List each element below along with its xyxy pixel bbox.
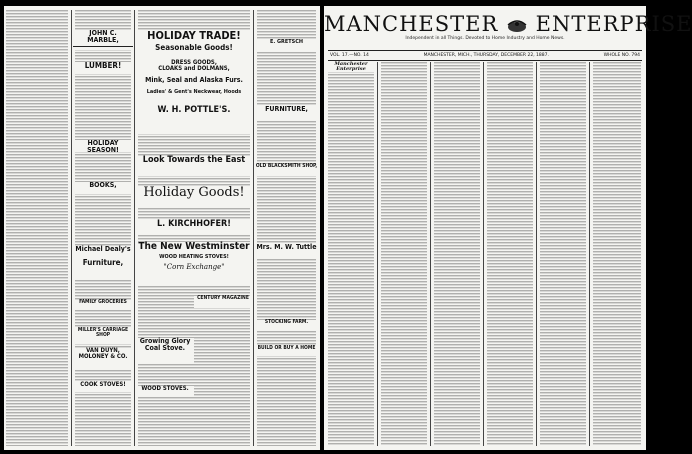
right-page-column-5 <box>538 62 588 446</box>
masthead-tagline: Independent in all Things. Devoted to Home Industry and Home News. <box>405 36 565 41</box>
right-page-column-3 <box>432 62 482 446</box>
westminster-ad: The New Westminster WOOD HEATING STOVES! "Corn Exchange" <box>136 242 252 286</box>
masthead-title-right: ENTERPRISE <box>535 12 692 36</box>
place-date: MANCHESTER, MICH., THURSDAY, DECEMBER 22, 1887. <box>423 53 549 58</box>
growing-glory-ad: Growing Glory Coal Stove. <box>136 338 194 364</box>
masthead-title-left: MANCHESTER <box>324 12 499 36</box>
carriage-shop-ad: MILLER'S CARRIAGE SHOP <box>73 328 133 344</box>
blacksmith-ad: OLD BLACKSMITH SHOP, <box>255 164 318 176</box>
left-page-column-1 <box>4 10 70 446</box>
right-page-column-6 <box>591 62 643 446</box>
look-towards-east-ad: Look Towards the East <box>136 156 252 176</box>
left-page-column-2 <box>73 10 133 446</box>
holiday-goods-ad: Holiday Goods! <box>136 186 252 208</box>
lumber-ad: LUMBER! <box>73 62 133 74</box>
books-ad: BOOKS, <box>73 182 133 194</box>
left-page-column-4 <box>255 10 318 446</box>
holiday-season-ad: HOLIDAY SEASON! <box>73 140 133 152</box>
dealy-ad: Michael Dealy's Furniture, <box>73 246 133 280</box>
century-ad: CENTURY MAGAZINE <box>194 296 252 308</box>
family-groceries-ad: FAMILY GROCERIES <box>73 300 133 310</box>
van-duyn-ad: VAN DUYN, MOLONEY & CO. <box>73 348 133 370</box>
volume-number: VOL. 17.—NO. 14 <box>330 53 369 58</box>
right-newspaper-page <box>324 6 692 450</box>
right-page-column-4 <box>485 62 535 446</box>
left-newspaper-page <box>4 6 320 450</box>
kirchhofer-ad: L. KIRCHHOFER! <box>136 220 252 234</box>
right-page-column-1 <box>326 62 376 446</box>
cook-stoves-ad: COOK STOVES! <box>73 382 133 392</box>
left-page-column-3 <box>136 10 252 446</box>
wood-stoves-ad: WOOD STOVES. <box>136 386 194 396</box>
eagle-emblem-icon <box>506 19 528 33</box>
column-1-header: Manchester Enterprise <box>326 62 376 72</box>
gretsch-ad: E. GRETSCH <box>255 40 318 52</box>
marble-ad: JOHN C. MARBLE, <box>73 30 133 50</box>
holiday-trade-ad: HOLIDAY TRADE! Seasonable Goods! DRESS GOODS, CLOAKS and DOLMANS, Mink, Seal and Alaska Furs. Ladies' & Gent's Neckwear, Hoods W. H. POTTLE'S. <box>136 30 252 134</box>
right-page-column-2 <box>379 62 429 446</box>
build-or-buy-ad: BUILD OR BUY A HOME <box>255 346 318 356</box>
furniture-ad-right: FURNITURE, <box>255 106 318 120</box>
dateline <box>328 50 642 61</box>
masthead <box>324 12 692 48</box>
stocking-farm-ad: STOCKING FARM. <box>255 320 318 330</box>
tuttle-ad: Mrs. M. W. Tuttle <box>255 244 318 258</box>
whole-number: WHOLE NO. 794 <box>603 53 640 58</box>
